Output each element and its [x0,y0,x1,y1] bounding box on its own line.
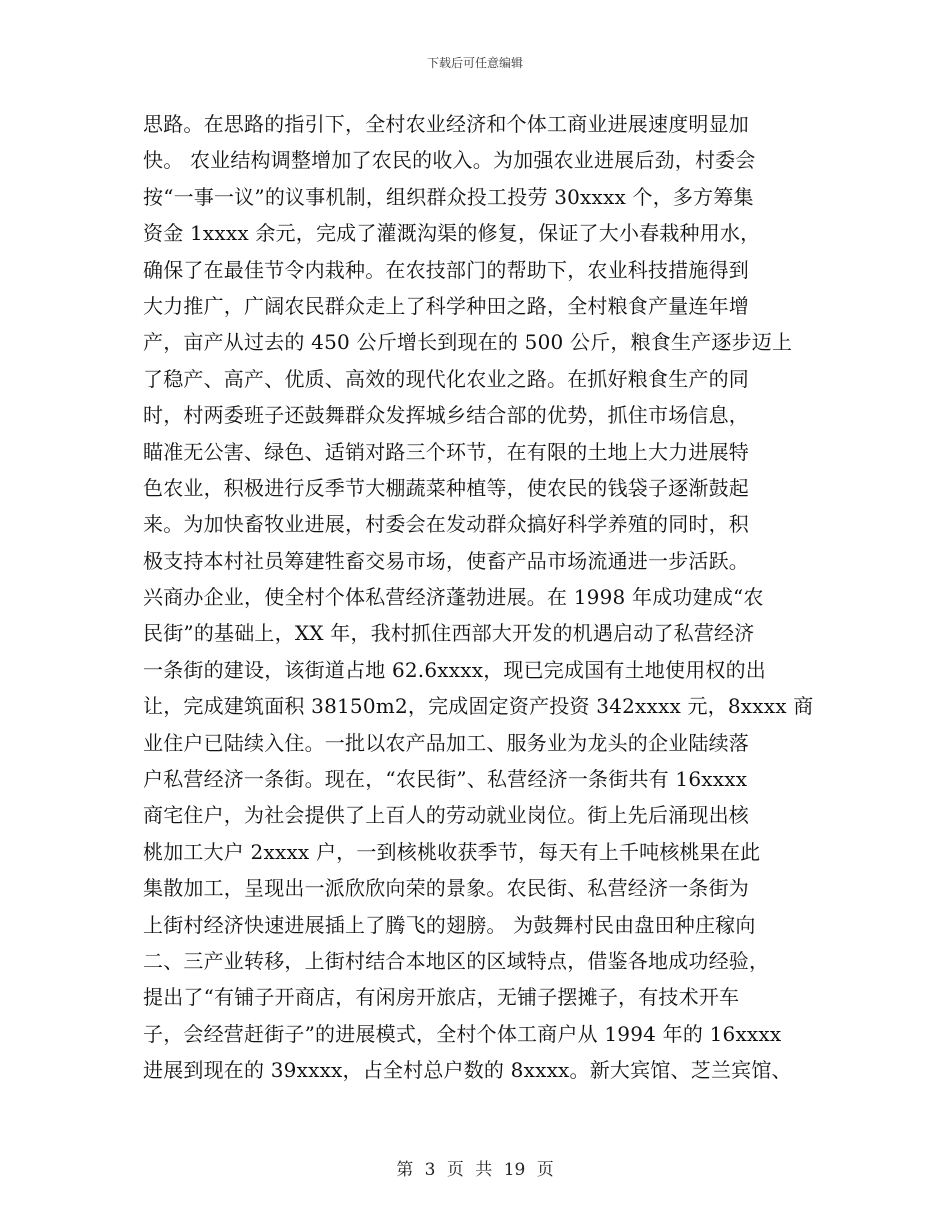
page-header: 下载后可任意编辑 [426,56,523,70]
text-line: 民街”的基础上，XX 年，我村抓住西部大开发的机遇启动了私营经济 [143,621,755,646]
text-line: 桃加工大户 2xxxx 户，一到核桃收获季节，每天有上千吨核桃果在此 [143,839,761,864]
text-line: 了稳产、高产、优质、高效的现代化农业之路。在抓好粮食生产的同 [143,366,749,391]
text-line: 进展到现在的 39xxxx，占全村总户数的 8xxxx。新大宾馆、芝兰宾馆、 [143,1058,792,1083]
text-line: 让，完成建筑面积 38150m2，完成固定资产投资 342xxxx 元，8xxxx 商 [143,694,814,719]
text-line: 大力推广，广阔农民群众走上了科学种田之路，全村粮食产量连年增 [143,293,749,318]
text-line: 按“一事一议”的议事机制，组织群众投工投劳 30xxxx 个，多方筹集 [143,184,754,209]
text-line: 极支持本村社员筹建牲畜交易市场，使畜产品市场流通进一步活跃。 [143,548,749,573]
text-line: 快。 农业结构调整增加了农民的收入。为加强农业进展后劲，村委会 [143,148,756,173]
text-line: 提出了“有铺子开商店，有闲房开旅店，无铺子摆摊子，有技术开车 [143,985,740,1010]
text-line: 集散加工，呈现出一派欣欣向荣的景象。农民街、私营经济一条街为 [143,876,749,901]
text-line: 上街村经济快速进展插上了腾飞的翅膀。 为鼓舞村民由盘田种庄稼向 [143,912,756,937]
body-text [143,106,823,1089]
text-line: 子，会经营赶街子”的进展模式，全村个体工商户从 1994 年的 16xxxx [143,1021,782,1046]
text-line: 兴商办企业，使全村个体私营经济蓬勃进展。在 1998 年成功建成“农 [143,585,764,610]
text-line: 来。为加快畜牧业进展，村委会在发动群众搞好科学养殖的同时，积 [143,512,749,537]
text-line: 业住户已陆续入住。一批以农产品加工、服务业为龙头的企业陆续落 [143,730,749,755]
text-line: 商宅住户，为社会提供了上百人的劳动就业岗位。街上先后涌现出核 [143,803,749,828]
text-line: 思路。在思路的指引下，全村农业经济和个体工商业进展速度明显加 [143,112,749,136]
page-number: 第 3 页 共 19 页 [396,1160,554,1180]
text-line: 资金 1xxxx 余元，完成了灌溉沟渠的修复，保证了大小春栽种用水， [143,221,761,246]
text-line: 一条街的建设，该街道占地 62.6xxxx，现已完成国有土地使用权的出 [143,657,767,682]
text-line: 产，亩产从过去的 450 公斤增长到现在的 500 公斤，粮食生产逐步迈上 [143,330,793,355]
text-line: 时，村两委班子还鼓舞群众发挥城乡结合部的优势，抓住市场信息， [143,403,749,428]
text-line: 户私营经济一条街。现在，“农民街”、私营经济一条街共有 16xxxx [143,767,748,792]
text-line: 色农业，积极进行反季节大棚蔬菜种植等，使农民的钱袋子逐渐鼓起 [143,475,749,500]
text-line: 二、三产业转移，上街村结合本地区的区域特点，借鉴各地成功经验， [143,948,770,973]
text-line: 瞄准无公害、绿色、适销对路三个环节，在有限的土地上大力进展特 [143,439,749,464]
text-line: 确保了在最佳节令内栽种。在农技部门的帮助下，农业科技措施得到 [143,257,749,282]
